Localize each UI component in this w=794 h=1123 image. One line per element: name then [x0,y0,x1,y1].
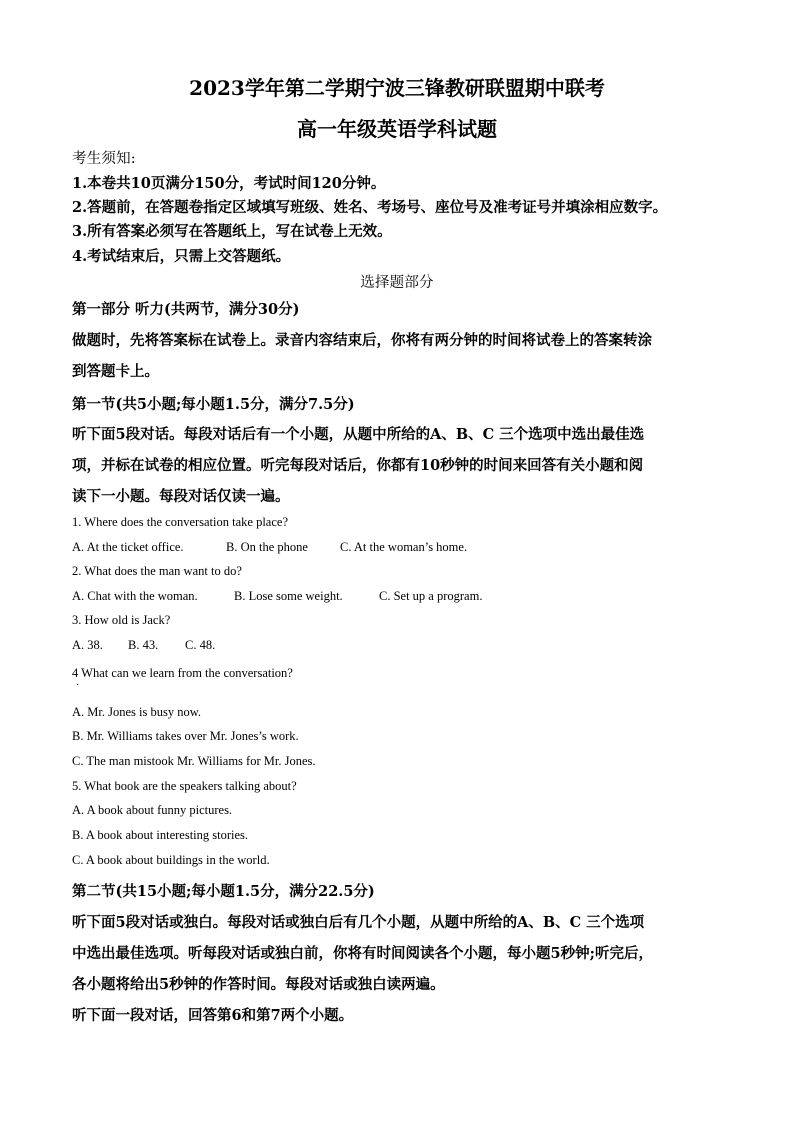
option: B. A book about interesting stories. [72,828,249,842]
notice-item: 3.所有答案必须写在答题纸上，写在试卷上无效。 [72,223,392,240]
question-stem: 1. Where does the conversation take place? [72,515,288,529]
question-stem: 2. What does the man want to do? [72,564,242,578]
question-options [72,540,467,555]
section2-instruction: 听下面5段对话或独白。每段对话或独白后有几个小题，从题中所给的A、B、C 三个选项 [72,914,645,931]
dialogue-instruction: 听下面一段对话，回答第6和第7两个小题。 [72,1007,354,1024]
option: B. Mr. Williams takes over Mr. Jones’s work. [72,729,299,743]
section2-instruction: 各小题将给出5秒钟的作答时间。每段对话或独白读两遍。 [72,976,445,993]
section1-instruction: 读下一小题。每段对话仅读一遍。 [72,488,290,505]
part1-instruction: 到答题卡上。 [72,363,159,380]
section2-heading: 第二节(共15小题;每小题1.5分，满分22.5分) [72,883,375,900]
question-stem: 4 What can we learn from the conversation? [72,666,293,680]
option: B. On the phone [226,540,308,554]
notice-item: 2.答题前，在答题卷指定区域填写班级、姓名、考场号、座位号及准考证号并填涂相应数字。 [72,199,668,216]
notice-heading: 考生须知: [72,151,136,167]
option: C. The man mistook Mr. Williams for Mr. Jones. [72,754,316,768]
option: A. A book about funny pictures. [72,803,233,817]
section1-instruction: 项，并标在试卷的相应位置。听完每段对话后，你都有10秒钟的时间来回答有关小题和阅 [72,457,644,474]
question-options [72,638,215,653]
option: A. Chat with the woman. [72,589,198,603]
question-options [72,589,482,604]
option: C. Set up a program. [379,589,483,603]
part1-instruction: 做题时，先将答案标在试卷上。录音内容结束后，你将有两分钟的时间将试卷上的答案转涂 [72,332,652,349]
option: A. Mr. Jones is busy now. [72,705,202,719]
option: B. Lose some weight. [234,589,343,603]
option: B. 43. [128,638,159,652]
section1-heading: 第一节(共5小题;每小题1.5分，满分7.5分) [72,396,355,413]
notice-item: 4.考试结束后，只需上交答题纸。 [72,248,291,265]
exam-subtitle: 高一年级英语学科试题 [297,117,497,141]
question-stem: 3. How old is Jack? [72,613,171,627]
option: A. At the ticket office. [72,540,184,554]
exam-title: 2023学年第二学期宁波三锋教研联盟期中联考 [189,76,605,100]
option: A. 38. [72,638,103,652]
section1-instruction: 听下面5段对话。每段对话后有一个小题，从题中所给的A、B、C 三个选项中选出最佳选 [72,426,645,443]
option: C. At the woman’s home. [340,540,468,554]
question-stem: 5. What book are the speakers talking about? [72,779,297,793]
notice-item: 1.本卷共10页满分150分，考试时间120分钟。 [72,175,386,192]
section-heading: 选择题部分 [360,275,434,291]
stray-mark: · [76,680,80,691]
section2-instruction: 中选出最佳选项。听每段对话或独白前，你将有时间阅读各个小题，每小题5秒钟;听完后， [72,945,653,962]
part1-heading: 第一部分 听力(共两节，满分30分) [72,301,300,318]
option: C. A book about buildings in the world. [72,853,270,867]
option: C. 48. [185,638,216,652]
